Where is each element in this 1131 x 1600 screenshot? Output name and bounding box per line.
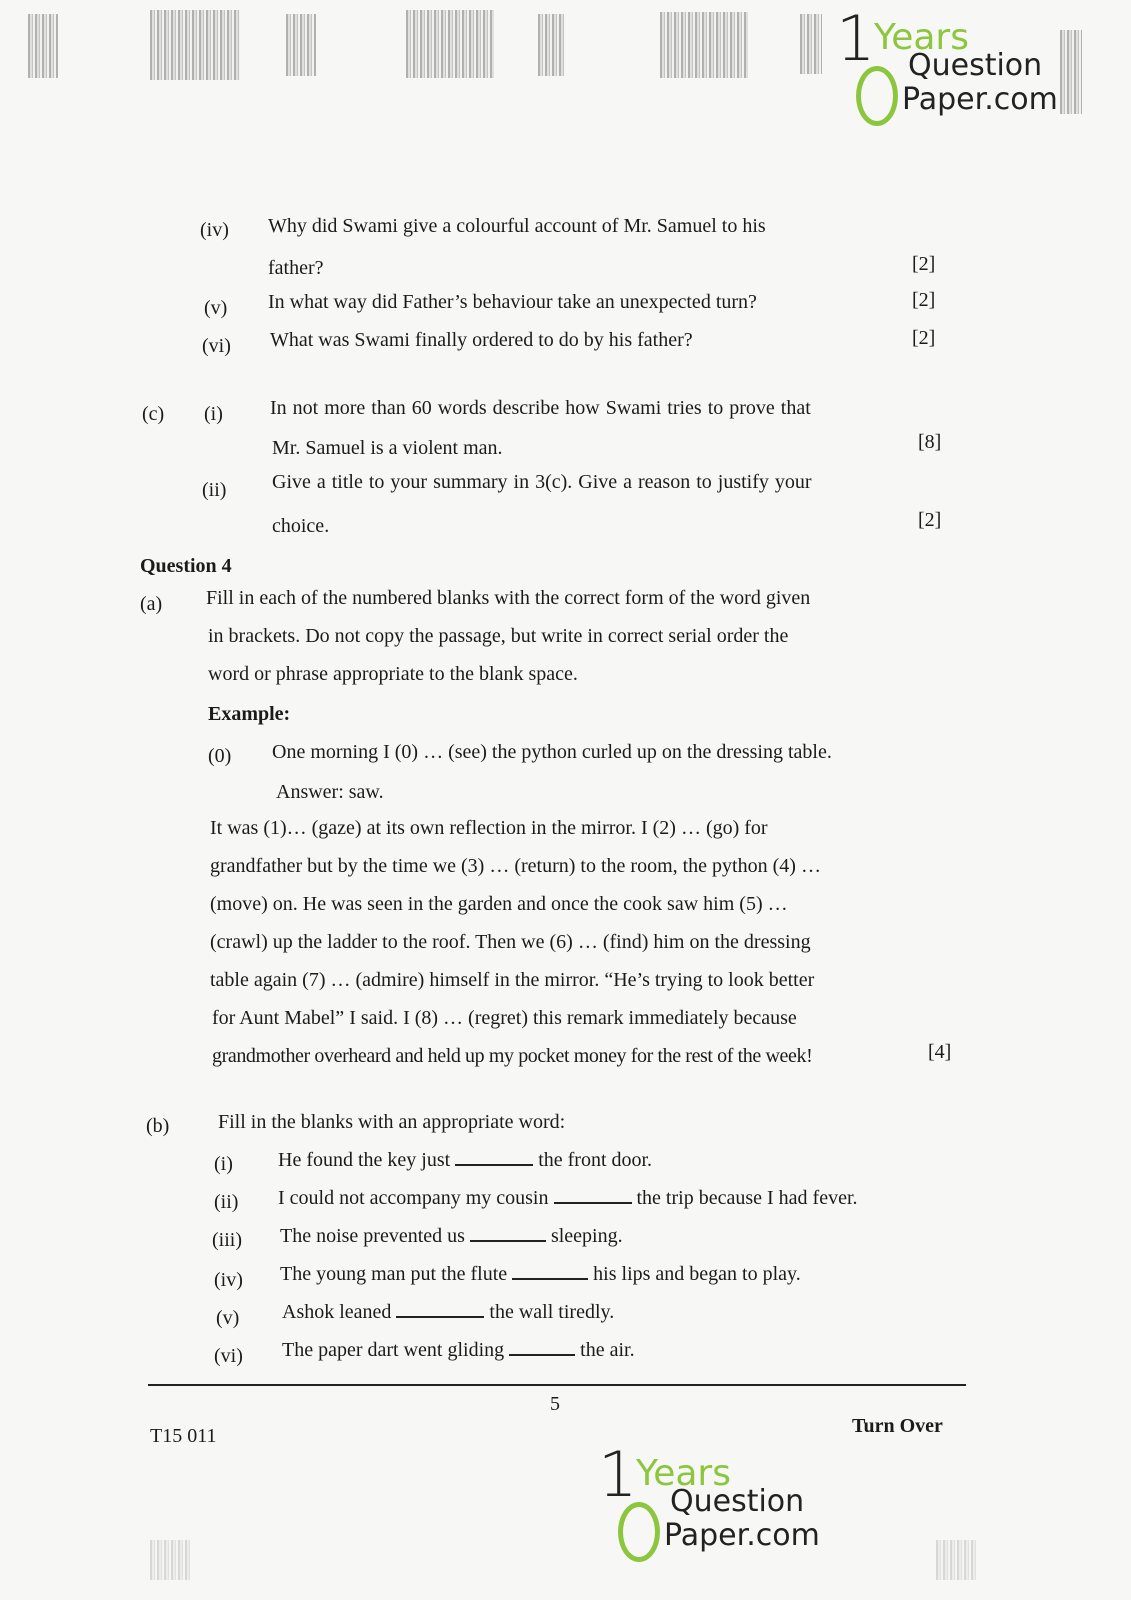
item-number: (ii)	[214, 1191, 239, 1213]
fill-blank[interactable]	[509, 1338, 575, 1356]
item-number: (iv)	[214, 1269, 243, 1291]
fill-blank[interactable]	[455, 1148, 533, 1166]
sentence-before: The paper dart went gliding	[282, 1339, 505, 1361]
passage-line: (crawl) up the ladder to the roof. Then we (6) … (find) him on the dressing	[210, 931, 811, 953]
instruction-line: Fill in each of the numbered blanks with the correct form of the word given	[206, 587, 811, 609]
example-number: (0)	[208, 745, 232, 767]
instruction-line: Fill in the blanks with an appropriate word:	[218, 1111, 566, 1133]
question-text: Give a title to your summary in 3(c). Give a reason to justify your	[272, 471, 812, 493]
marks: [4]	[928, 1041, 952, 1063]
passage-line: for Aunt Mabel” I said. I (8) … (regret) this remark immediately because	[212, 1007, 797, 1029]
question-text: In not more than 60 words describe how Swami tries to prove that	[270, 397, 811, 419]
passage-line: (move) on. He was seen in the garden and once the cook saw him (5) …	[210, 893, 788, 915]
marks: [2]	[912, 327, 936, 349]
marks: [2]	[912, 253, 936, 275]
fill-blank[interactable]	[396, 1300, 484, 1318]
blank-sentence	[278, 1186, 858, 1210]
marks: [2]	[918, 509, 942, 531]
fill-blank[interactable]	[554, 1186, 632, 1204]
scan-smudge	[800, 14, 822, 74]
section-label: (a)	[140, 593, 163, 615]
passage-line: grandfather but by the time we (3) … (return) to the room, the python (4) …	[210, 855, 821, 877]
example-label: Example:	[208, 703, 291, 725]
item-number: (v)	[204, 297, 228, 319]
blank-sentence	[282, 1300, 614, 1324]
question-text-cont: choice.	[272, 515, 330, 537]
blank-sentence	[280, 1262, 801, 1286]
question-text-cont: father?	[268, 257, 324, 279]
item-number: (i)	[214, 1153, 233, 1175]
instruction-line: in brackets. Do not copy the passage, but write in correct serial order the	[208, 625, 789, 647]
blank-sentence	[278, 1148, 652, 1172]
example-answer: Answer: saw.	[276, 781, 384, 803]
question-text: Why did Swami give a colourful account of Mr. Samuel to his	[268, 215, 766, 237]
blank-sentence	[282, 1338, 635, 1362]
logo-years: Years	[874, 17, 969, 58]
scan-smudge	[406, 10, 494, 78]
logo-zero-ring	[856, 66, 898, 126]
sentence-after: the air.	[580, 1339, 635, 1361]
item-number: (iii)	[212, 1229, 242, 1251]
item-number: (vi)	[202, 335, 231, 357]
sentence-before: The noise prevented us	[280, 1225, 465, 1247]
fill-blank[interactable]	[470, 1224, 546, 1242]
sentence-after: sleeping.	[550, 1225, 623, 1247]
question-text-cont: Mr. Samuel is a violent man.	[272, 437, 503, 459]
sentence-after: his lips and began to play.	[593, 1263, 801, 1285]
paper-code: T15 011	[150, 1425, 217, 1447]
footer-rule	[148, 1384, 966, 1386]
section-label: (b)	[146, 1115, 170, 1137]
scan-smudge	[28, 14, 58, 78]
example-text: One morning I (0) … (see) the python curled up on the dressing table.	[272, 741, 832, 763]
sentence-after: the trip because I had fever.	[636, 1187, 858, 1209]
logo-zero-ring	[618, 1502, 660, 1562]
scan-smudge	[660, 12, 748, 78]
item-number: (ii)	[202, 479, 227, 501]
sentence-before: He found the key just	[278, 1149, 451, 1171]
marks: [8]	[918, 431, 942, 453]
scan-smudge	[150, 1540, 190, 1580]
sentence-before: I could not accompany my cousin	[278, 1187, 549, 1209]
logo-paper: Paper.com	[902, 82, 1058, 117]
sentence-before: The young man put the flute	[280, 1263, 508, 1285]
fill-blank[interactable]	[512, 1262, 588, 1280]
site-logo-top	[836, 2, 1076, 134]
question-text: What was Swami finally ordered to do by his father?	[270, 329, 693, 351]
site-logo-bottom	[598, 1438, 838, 1570]
logo-digit-one: 1	[598, 1438, 638, 1511]
passage-line: It was (1)… (gaze) at its own reflection in the mirror. I (2) … (go) for	[210, 817, 768, 839]
scan-smudge	[936, 1540, 976, 1580]
marks: [2]	[912, 289, 936, 311]
logo-digit-one: 1	[836, 2, 876, 75]
sentence-after: the wall tiredly.	[489, 1301, 615, 1323]
item-number: (i)	[204, 403, 223, 425]
scan-smudge	[286, 14, 316, 76]
blank-sentence	[280, 1224, 623, 1248]
passage-line: grandmother overheard and held up my pocket money for the rest of the week!	[212, 1045, 813, 1067]
scan-smudge	[150, 10, 240, 80]
instruction-line: word or phrase appropriate to the blank space.	[208, 663, 578, 685]
passage-line: table again (7) … (admire) himself in the mirror. “He’s trying to look better	[210, 969, 815, 991]
question-text: In what way did Father’s behaviour take an unexpected turn?	[268, 291, 757, 313]
logo-years: Years	[636, 1453, 731, 1494]
logo-question: Question	[670, 1484, 805, 1519]
item-number: (vi)	[214, 1345, 243, 1367]
turn-over: Turn Over	[852, 1415, 943, 1437]
item-number: (v)	[216, 1307, 240, 1329]
logo-question: Question	[908, 48, 1043, 83]
question-heading: Question 4	[140, 555, 232, 577]
item-number: (iv)	[200, 219, 229, 241]
page-number: 5	[550, 1393, 560, 1415]
sentence-after: the front door.	[538, 1149, 653, 1171]
scan-smudge	[538, 14, 564, 76]
logo-paper: Paper.com	[664, 1518, 820, 1553]
section-label: (c)	[142, 403, 165, 425]
sentence-before: Ashok leaned	[282, 1301, 392, 1323]
